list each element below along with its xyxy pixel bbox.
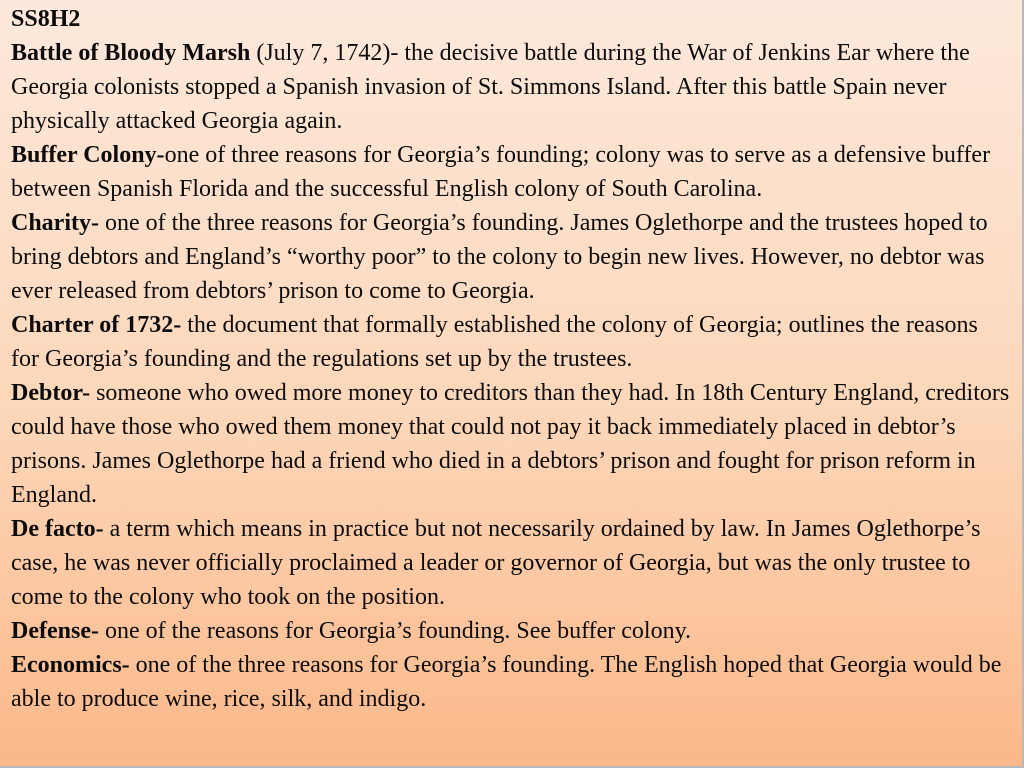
term: Buffer Colony-: [11, 142, 165, 168]
definition: the document that formally established the colony of Georgia; outlines the reasons for Georgia’s founding and the regulations set up by the trustees.: [11, 312, 978, 372]
glossary-entry-charter-of-1732: [11, 308, 1010, 376]
term: Defense-: [11, 618, 99, 644]
term: Debtor-: [11, 380, 91, 406]
definition: one of the three reasons for Georgia’s founding. The English hoped that Georgia would be able to produce wine, rice, silk, and indigo.: [11, 652, 1002, 712]
glossary-entry-debtor: [11, 376, 1010, 512]
standard-code: SS8H2: [11, 6, 81, 32]
glossary-entry-defense: [11, 614, 1010, 648]
term: De facto-: [11, 516, 104, 542]
definition: one of the three reasons for Georgia’s founding. James Oglethorpe and the trustees hoped to bring debtors and England’s “worthy poor” to the colony to begin new lives. However, no debtor was ever released from debtors’ prison to come to Georgia.: [11, 210, 988, 304]
glossary-entry-charity: [11, 206, 1010, 308]
glossary-entry-de-facto: [11, 512, 1010, 614]
definition: someone who owed more money to creditors than they had. In 18th Century England, creditors could have those who owed them money that could not pay it back immediately placed in debtor’s prisons. James Oglethorpe had a friend who died in a debtors’ prison and fought for prison reform in England.: [11, 380, 1010, 508]
definition: (July 7, 1742)- the decisive battle during the War of Jenkins Ear where the Georgia colonists stopped a Spanish invasion of St. Simmons Island. After this battle Spain never physically attacked Georgia again.: [11, 40, 970, 134]
definition: one of the reasons for Georgia’s founding. See buffer colony.: [98, 618, 692, 644]
term: Charter of 1732-: [11, 312, 182, 338]
term: Battle of Bloody Marsh: [11, 40, 251, 66]
definition: a term which means in practice but not necessarily ordained by law. In James Oglethorpe’s case, he was never officially proclaimed a leader or governor of Georgia, but was the only trustee to come to the colony who took on the position.: [11, 516, 981, 610]
glossary-entry-battle-of-bloody-marsh: [11, 36, 1010, 138]
definition: one of three reasons for Georgia’s founding; colony was to serve as a defensive buffer between Spanish Florida and the successful English colony of South Carolina.: [11, 142, 991, 202]
term: Economics-: [11, 652, 130, 678]
glossary-entry-economics: [11, 648, 1010, 716]
term: Charity-: [11, 210, 99, 236]
glossary-entry-buffer-colony: [11, 138, 1010, 206]
